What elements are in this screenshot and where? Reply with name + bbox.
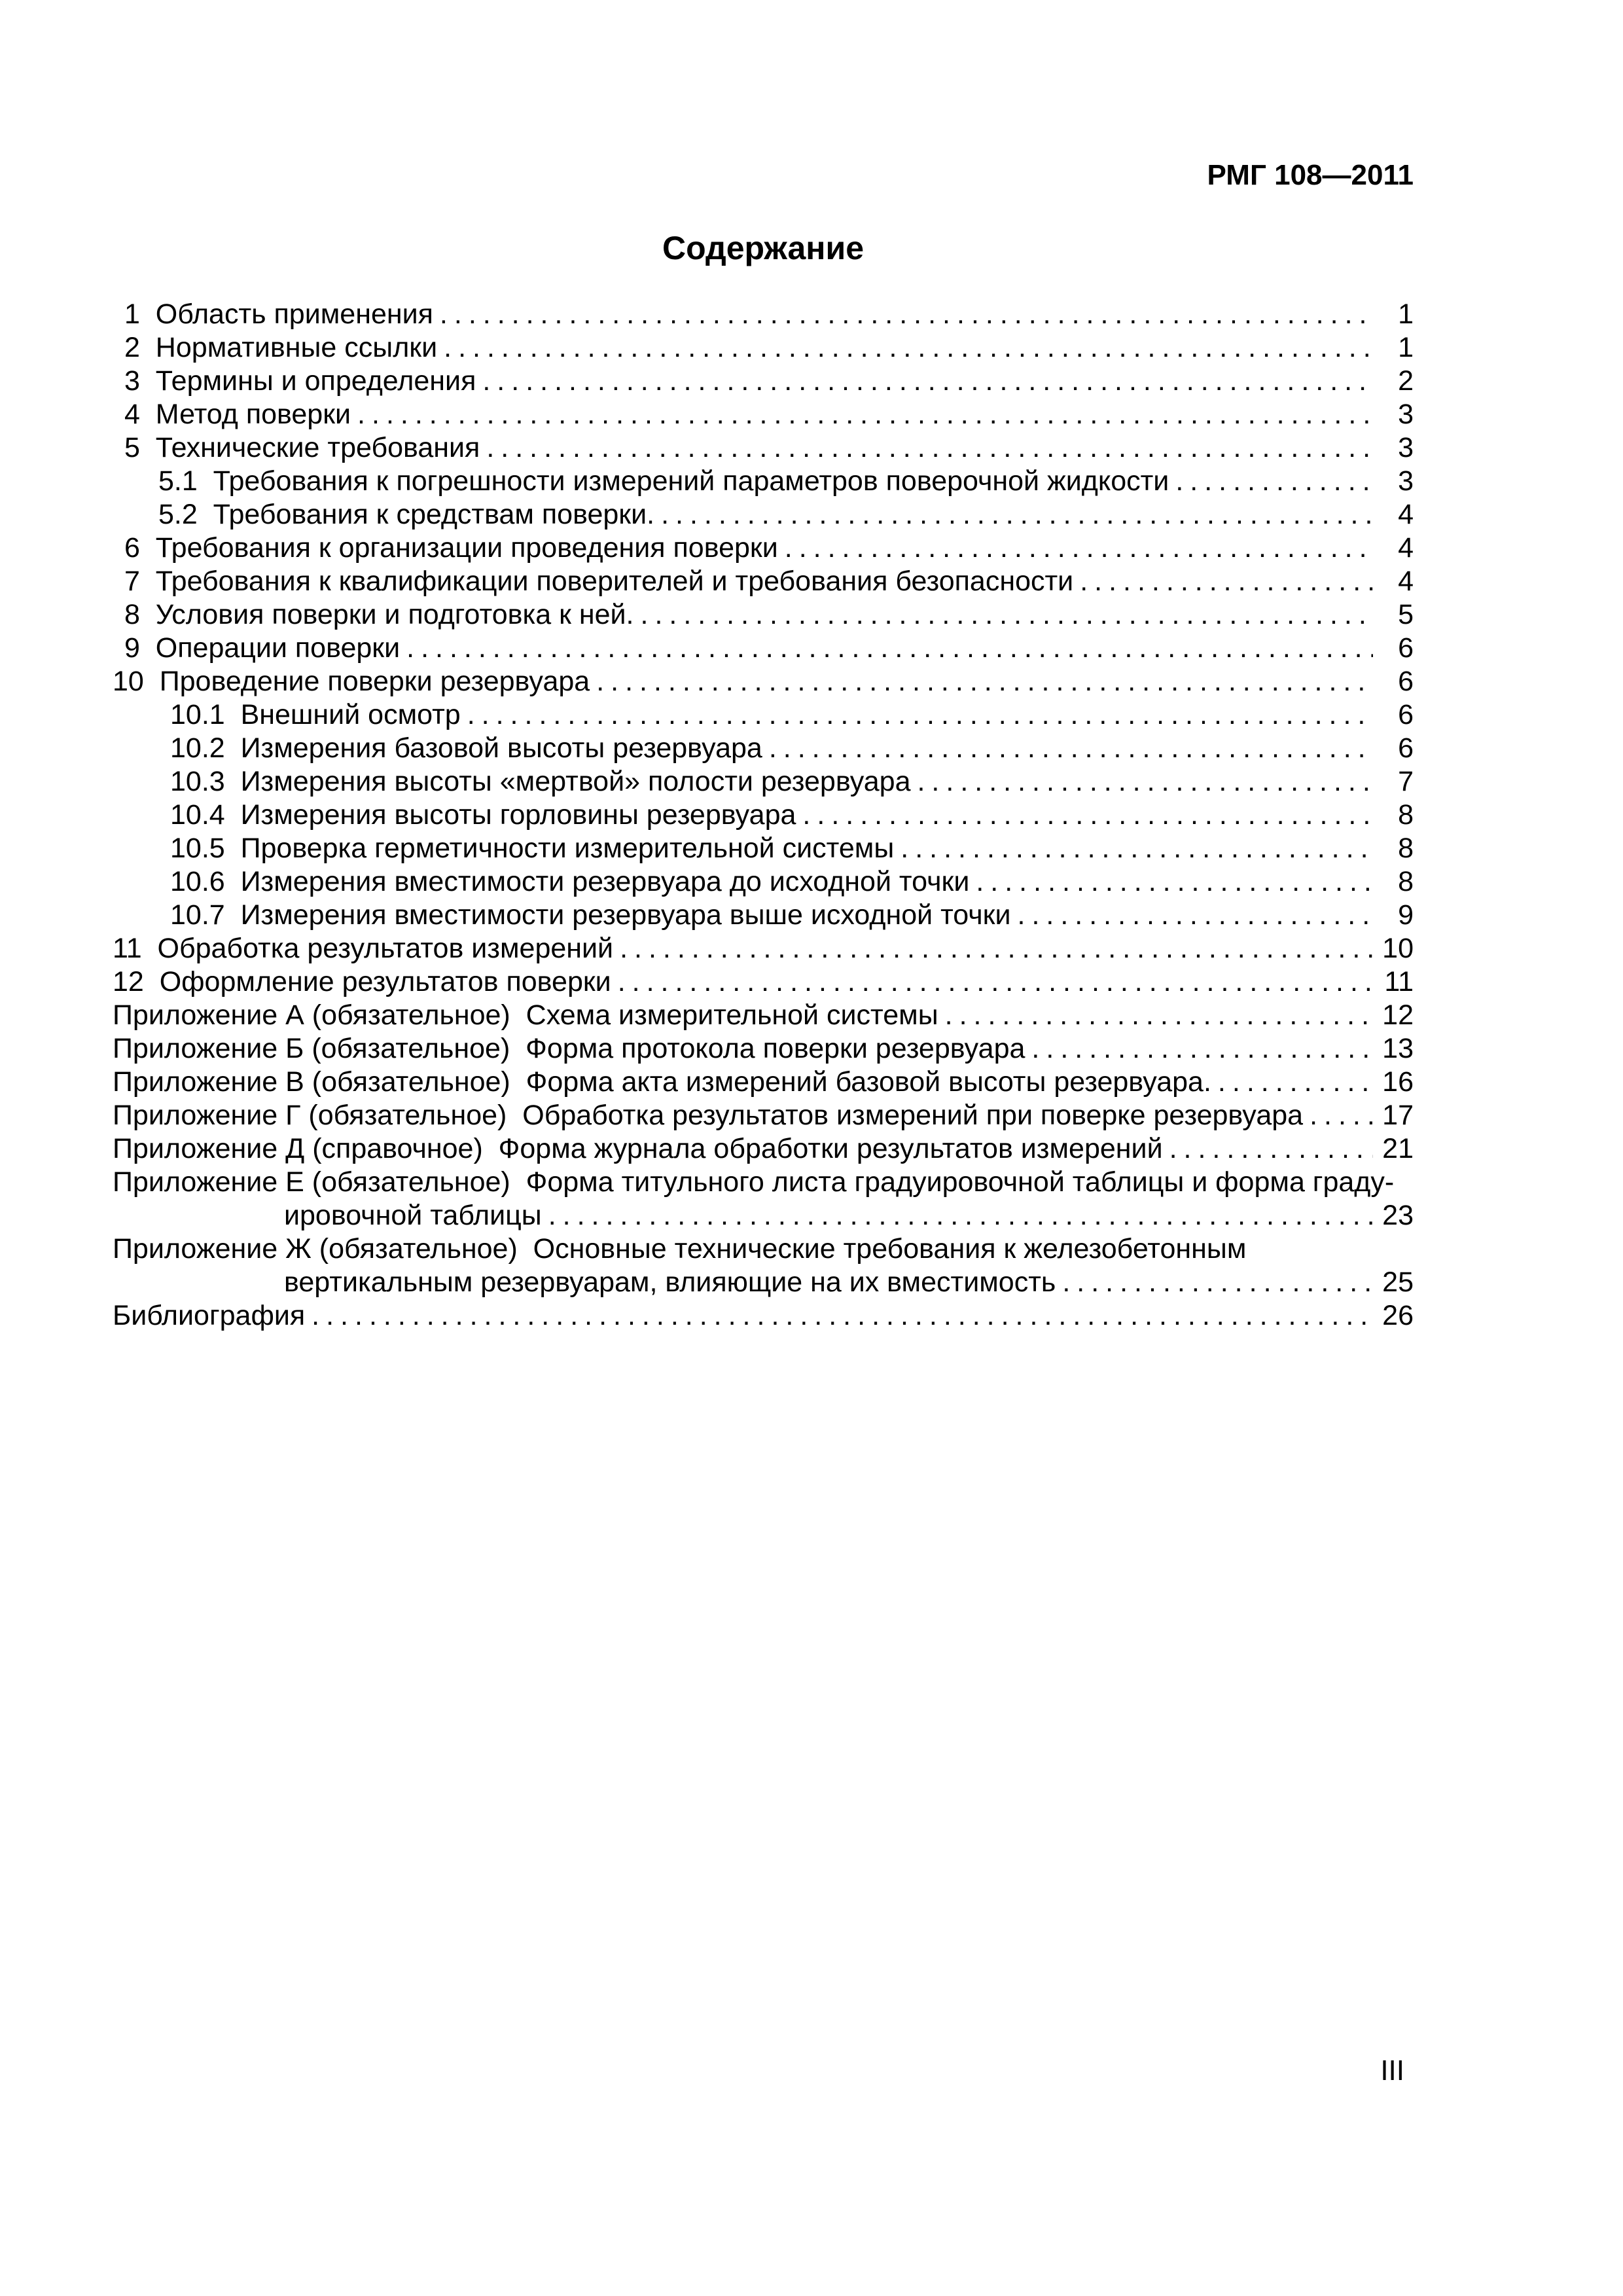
toc-line: [113, 398, 1414, 431]
toc-line: [113, 632, 1414, 665]
toc-line: [113, 1099, 1414, 1132]
toc-entry-label: Библиография: [113, 1300, 306, 1331]
toc-line: [113, 531, 1414, 565]
toc-entry: [113, 1099, 1414, 1132]
toc-page-number: 4: [1398, 565, 1414, 597]
toc-page-number: 1: [1398, 332, 1414, 363]
toc-entry: [113, 398, 1414, 431]
toc-page-number: 4: [1398, 532, 1414, 564]
toc-page-number: 12: [1382, 999, 1414, 1031]
toc-entry: [113, 1066, 1414, 1099]
toc-entry-label: 10.6 Измерения вместимости резервуара до исходной точки: [170, 866, 970, 897]
toc-page-number: 3: [1398, 432, 1414, 463]
dot-leader: [976, 865, 1373, 899]
dot-leader: [406, 632, 1373, 665]
toc-page-number: 6: [1398, 699, 1414, 730]
toc-line: [113, 832, 1414, 865]
toc-page-number: 4: [1398, 499, 1414, 530]
toc-entry: [113, 1132, 1414, 1166]
dot-leader: [618, 965, 1373, 999]
toc-entry: [113, 531, 1414, 565]
page-footer: [1380, 2054, 1404, 2087]
dot-leader: [444, 331, 1373, 365]
toc-page-number: 8: [1398, 799, 1414, 831]
toc-line: [113, 765, 1414, 798]
toc-entry-label: Приложение Д (справочное) Форма журнала обработки результатов измерений: [113, 1133, 1163, 1164]
toc-page-number: 6: [1398, 732, 1414, 764]
toc-line: [113, 732, 1414, 765]
document-code: РМГ 108—2011: [1207, 159, 1414, 191]
dot-leader: [917, 765, 1373, 798]
toc-line: [113, 965, 1414, 999]
dot-leader: [661, 498, 1373, 531]
toc-line: [113, 1132, 1414, 1166]
toc-line: [113, 1066, 1414, 1099]
toc-entry: [113, 832, 1414, 865]
toc-line: [113, 698, 1414, 732]
dot-leader: [467, 698, 1373, 732]
toc-page-number: 26: [1382, 1300, 1414, 1331]
toc-line: [113, 365, 1414, 398]
document-header: [113, 158, 1414, 192]
toc-entry: [113, 1232, 1414, 1299]
dot-leader: [1310, 1099, 1373, 1132]
toc-entry-label: 10.4 Измерения высоты горловины резервуара: [170, 799, 796, 831]
toc-page-number: 3: [1398, 465, 1414, 497]
toc-entry-label: Приложение Ж (обязательное) Основные технические требования к железобетонным: [113, 1233, 1247, 1265]
dot-leader: [769, 732, 1373, 765]
toc-page-number: 25: [1382, 1266, 1414, 1298]
toc-entry-label: 9 Операции поверки: [124, 632, 401, 664]
dot-leader: [1080, 565, 1373, 598]
toc-entry: [113, 465, 1414, 498]
dot-leader: [620, 932, 1373, 965]
toc-entry: [113, 1032, 1414, 1066]
toc-page-number: 2: [1398, 365, 1414, 397]
page-title: Содержание: [662, 230, 865, 266]
toc-entry: [113, 598, 1414, 632]
dot-leader: [548, 1199, 1373, 1232]
dot-leader: [1031, 1032, 1373, 1066]
toc-entry: [113, 1166, 1414, 1232]
toc-page-number: 8: [1398, 833, 1414, 864]
toc-entry: [113, 365, 1414, 398]
toc-entry-label: 10.5 Проверка герметичности измерительной системы: [170, 833, 895, 864]
toc-entry: [113, 298, 1414, 331]
toc-line: [113, 665, 1414, 698]
toc-entry-label: 10.2 Измерения базовой высоты резервуара: [170, 732, 762, 764]
toc-entry: [113, 331, 1414, 365]
dot-leader: [641, 598, 1374, 632]
dot-leader: [440, 298, 1373, 331]
toc-page-number: 6: [1398, 666, 1414, 697]
dot-leader: [1175, 465, 1373, 498]
toc-line: [113, 932, 1414, 965]
toc-line: [113, 865, 1414, 899]
dot-leader: [1218, 1066, 1373, 1099]
dot-leader: [357, 398, 1373, 431]
toc-entry: [113, 1299, 1414, 1333]
toc-entry-label: 11 Обработка результатов измерений: [113, 933, 614, 964]
toc-line: [113, 1166, 1414, 1199]
toc-page-number: 6: [1398, 632, 1414, 664]
toc-line: [113, 431, 1414, 465]
dot-leader: [1018, 899, 1374, 932]
toc-entry: [113, 632, 1414, 665]
toc-entry-label: 5.1 Требования к погрешности измерений параметров поверочной жидкости: [158, 465, 1169, 497]
toc-entry: [113, 732, 1414, 765]
toc-entry-label: 10.1 Внешний осмотр: [170, 699, 461, 730]
toc-entry-label: 5.2 Требования к средствам поверки.: [158, 499, 655, 530]
page-number: III: [1380, 2054, 1404, 2087]
toc-entry-label: 5 Технические требования: [124, 432, 480, 463]
table-of-contents: [113, 298, 1414, 1333]
toc-entry-label: Приложение Г (обязательное) Обработка результатов измерений при поверке резервуара: [113, 1100, 1304, 1131]
toc-line: [113, 899, 1414, 932]
toc-entry: [113, 865, 1414, 899]
toc-line: [113, 465, 1414, 498]
dot-leader: [785, 531, 1373, 565]
toc-entry-label: Приложение Б (обязательное) Форма протокола поверки резервуара: [113, 1033, 1026, 1064]
dot-leader: [486, 431, 1373, 465]
toc-line: [113, 1232, 1414, 1266]
toc-page-number: 5: [1398, 599, 1414, 630]
toc-line: [113, 999, 1414, 1032]
toc-entry-label: 7 Требования к квалификации поверителей и требования безопасности: [124, 565, 1074, 597]
toc-entry-label: 3 Термины и определения: [124, 365, 476, 397]
toc-page-number: 23: [1382, 1200, 1414, 1231]
toc-entry-label: 1 Область применения: [124, 298, 433, 330]
toc-page-number: 8: [1398, 866, 1414, 897]
toc-entry: [113, 765, 1414, 798]
toc-entry-label: 6 Требования к организации проведения поверки: [124, 532, 778, 564]
toc-entry: [113, 431, 1414, 465]
dot-leader: [596, 665, 1373, 698]
toc-page-number: 21: [1382, 1133, 1414, 1164]
toc-entry: [113, 798, 1414, 832]
dot-leader: [1169, 1132, 1373, 1166]
toc-line: [113, 1032, 1414, 1066]
toc-entry-label: Приложение Е (обязательное) Форма титульного листа градуировочной таблицы и форма граду-: [113, 1166, 1395, 1198]
toc-page-number: 13: [1382, 1033, 1414, 1064]
toc-page-number: 17: [1382, 1100, 1414, 1131]
dot-leader: [1062, 1266, 1373, 1299]
toc-line: [113, 598, 1414, 632]
toc-page-number: 10: [1382, 933, 1414, 964]
toc-entry-label: ировочной таблицы: [284, 1200, 542, 1231]
toc-line: [113, 1199, 1414, 1232]
toc-entry-label: 2 Нормативные ссылки: [124, 332, 438, 363]
toc-entry: [113, 999, 1414, 1032]
toc-line: [113, 565, 1414, 598]
toc-entry-label: 8 Условия поверки и подготовка к ней.: [124, 599, 634, 630]
toc-entry: [113, 565, 1414, 598]
toc-page-number: 9: [1398, 899, 1414, 931]
toc-page-number: 11: [1384, 966, 1414, 997]
dot-leader: [802, 798, 1373, 832]
toc-entry: [113, 899, 1414, 932]
page-content: [113, 0, 1414, 1333]
toc-entry-label: Приложение А (обязательное) Схема измерительной системы: [113, 999, 938, 1031]
toc-line: [113, 298, 1414, 331]
toc-page-number: 1: [1398, 298, 1414, 330]
toc-entry-label: 10 Проведение поверки резервуара: [113, 666, 590, 697]
toc-entry: [113, 698, 1414, 732]
toc-entry: [113, 965, 1414, 999]
dot-leader: [312, 1299, 1373, 1333]
dot-leader: [945, 999, 1373, 1032]
toc-page-number: 3: [1398, 399, 1414, 430]
toc-page-number: 7: [1398, 766, 1414, 797]
toc-entry-label: 10.3 Измерения высоты «мертвой» полости резервуара: [170, 766, 911, 797]
toc-line: [113, 498, 1414, 531]
toc-entry-label: 4 Метод поверки: [124, 399, 351, 430]
toc-page-number: 16: [1382, 1066, 1414, 1098]
toc-entry: [113, 932, 1414, 965]
toc-entry-label: вертикальным резервуарам, влияющие на их вместимость: [284, 1266, 1056, 1298]
toc-line: [113, 798, 1414, 832]
toc-entry-label: 12 Оформление результатов поверки: [113, 966, 611, 997]
dot-leader: [482, 365, 1373, 398]
toc-entry-label: 10.7 Измерения вместимости резервуара выше исходной точки: [170, 899, 1011, 931]
toc-entry: [113, 498, 1414, 531]
dot-leader: [901, 832, 1373, 865]
toc-line: [113, 1266, 1414, 1299]
toc-line: [113, 1299, 1414, 1333]
toc-entry-label: Приложение В (обязательное) Форма акта измерений базовой высоты резервуара.: [113, 1066, 1211, 1098]
toc-entry: [113, 665, 1414, 698]
toc-line: [113, 331, 1414, 365]
